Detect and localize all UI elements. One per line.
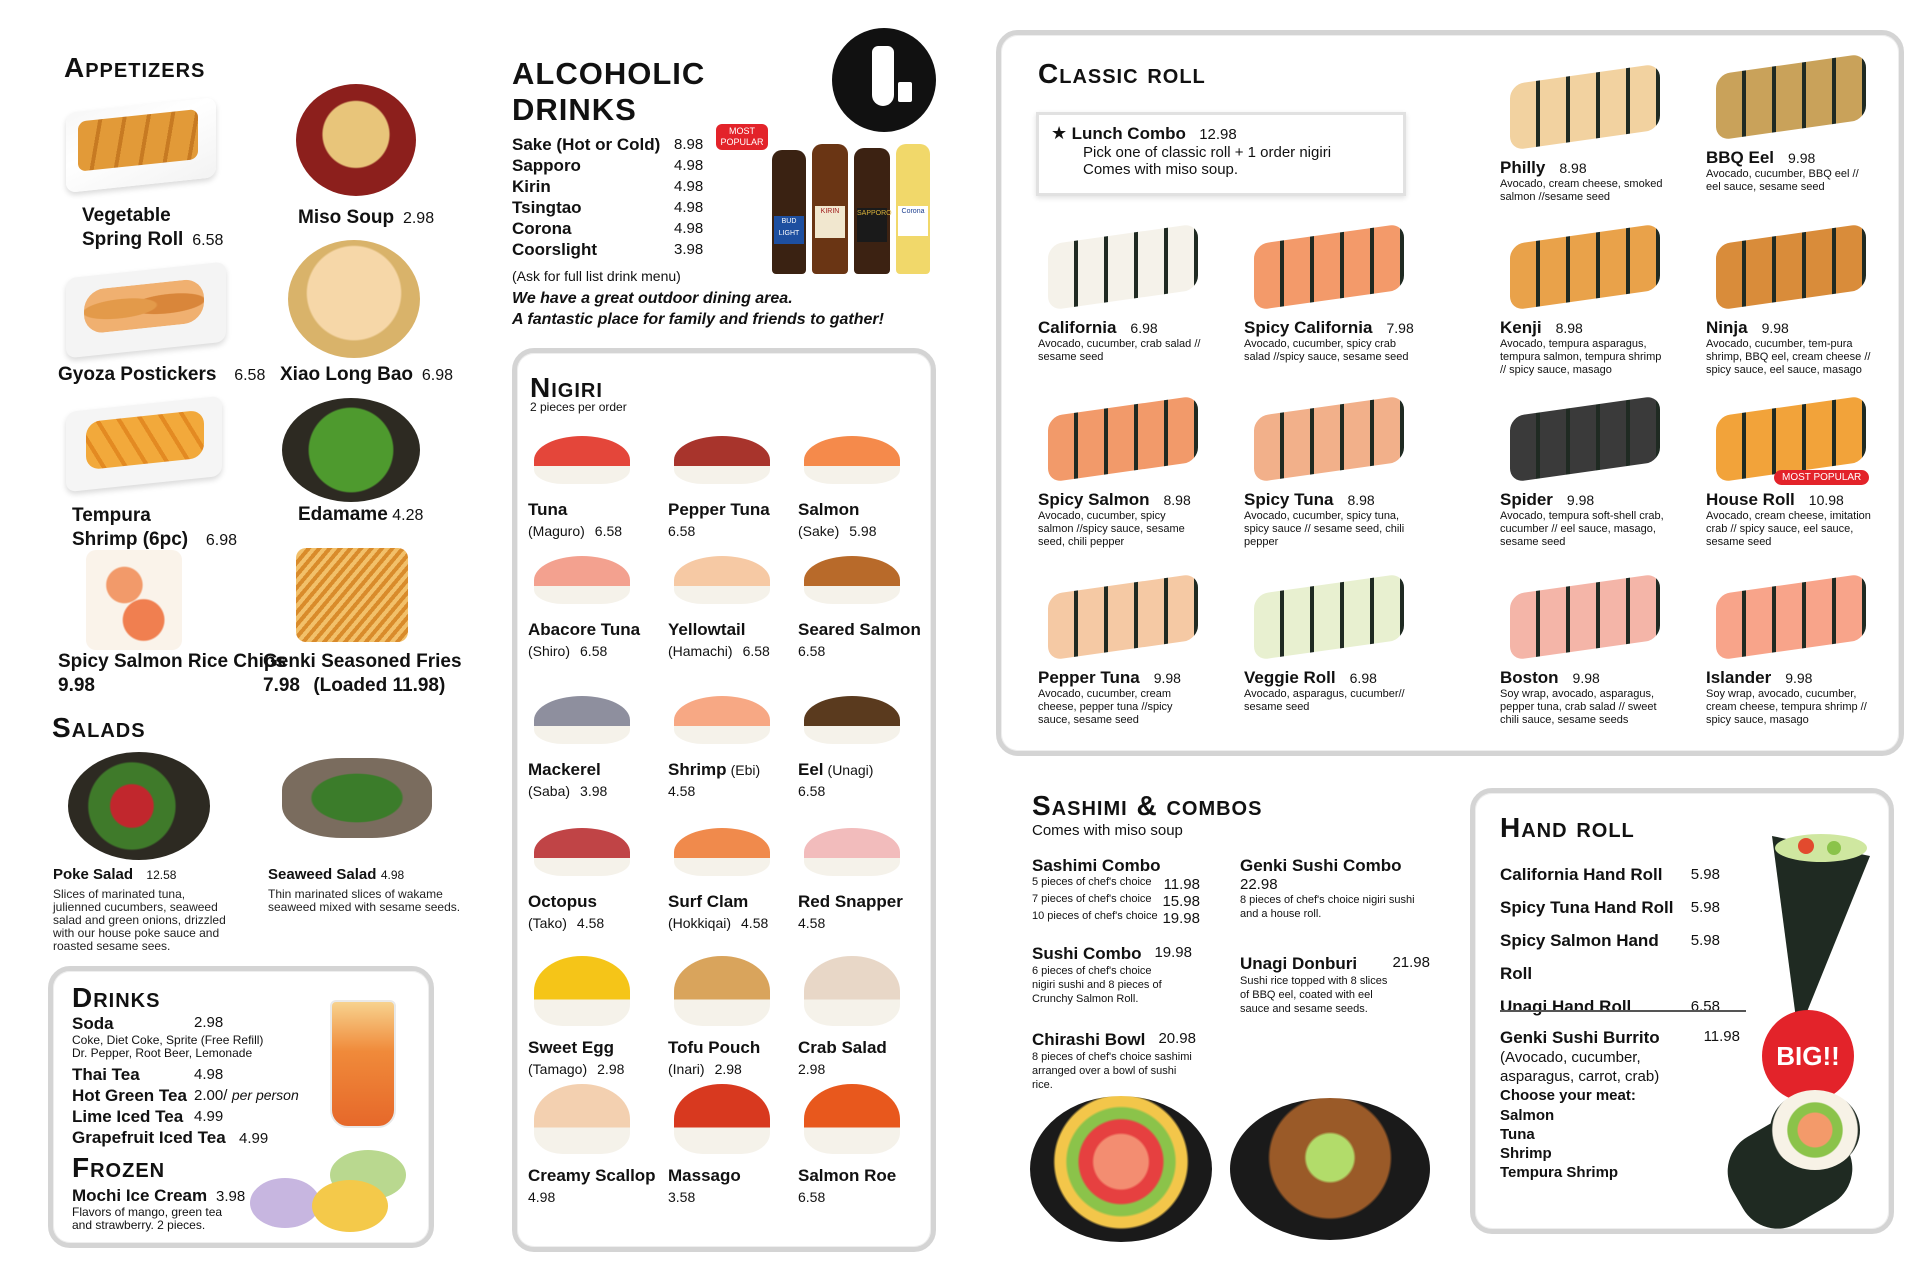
nigiri-item <box>528 892 604 933</box>
edamame-name: Edamame 4.28 <box>298 504 424 525</box>
roll-image <box>1510 223 1660 310</box>
poke-salad-image <box>68 752 210 860</box>
roll-name: Spicy Tuna <box>1244 490 1334 509</box>
roll-price: 7.98 <box>1386 320 1414 336</box>
nigiri-price: 4.58 <box>668 783 696 799</box>
roll-name: Kenji <box>1500 318 1542 337</box>
nigiri-price: 6.58 <box>798 1189 826 1205</box>
nigiri-item <box>528 620 640 661</box>
nigiri-price: 6.58 <box>668 523 696 539</box>
divider-line <box>1500 1010 1746 1012</box>
nigiri-image <box>534 828 630 876</box>
hand-roll-title: Hand roll <box>1500 812 1635 843</box>
roll-desc: Avocado, cucumber, crab salad // sesame seed <box>1038 338 1201 363</box>
roll-desc: Avocado, cucumber, spicy tuna, spicy sauce // sesame seed, chili pepper <box>1244 510 1405 548</box>
nigiri-price: 2.98 <box>798 1061 826 1077</box>
salads-title: Salads <box>52 712 146 743</box>
beer-bottles-image: BUD LIGHT KIRIN SAPPORO Corona <box>768 140 938 276</box>
nigiri-item <box>528 760 607 801</box>
nigiri-item <box>668 620 770 661</box>
roll-image <box>1716 53 1866 140</box>
nigiri-price: 4.58 <box>741 915 769 931</box>
nigiri-image <box>534 436 630 484</box>
unagi-donburi-image <box>1230 1098 1430 1240</box>
mochi-block: Mochi Ice Cream 3.98 Flavors of mango, green tea and strawberry. 2 pieces. <box>72 1186 246 1232</box>
nigiri-image <box>804 436 900 484</box>
roll-desc: Avocado, cucumber, spicy salmon //spicy sauce, sesame seed, chili pepper <box>1038 510 1185 548</box>
miso-soup-image <box>296 84 416 196</box>
roll-desc: Avocado, cucumber, BBQ eel // eel sauce, sesame seed <box>1706 168 1859 193</box>
roll-item <box>1706 490 1902 549</box>
lunch-combo-box: ★ Lunch Combo 12.98 Pick one of classic roll + 1 order nigiri Comes with miso soup. <box>1036 112 1406 196</box>
nigiri-image <box>534 1084 630 1154</box>
roll-item <box>1038 668 1234 727</box>
roll-price: 10.98 <box>1808 492 1844 508</box>
burrito-image <box>1730 1080 1880 1230</box>
roll-item <box>1706 668 1902 727</box>
nigiri-item <box>668 1166 741 1207</box>
nigiri-price: 3.58 <box>668 1189 696 1205</box>
roll-desc: Avocado, cucumber, spicy crab salad //spicy sauce, sesame seed <box>1244 338 1409 363</box>
roll-desc: Avocado, cream cheese, smoked salmon //sesame seed <box>1500 178 1663 203</box>
nigiri-price: 6.58 <box>594 523 623 539</box>
thai-tea-image <box>330 1000 396 1128</box>
nigiri-price: 4.98 <box>528 1189 556 1205</box>
nigiri-subname: (Tamago) <box>528 1061 588 1077</box>
alcohol-title: ALCOHOLIC DRINKS <box>512 56 706 127</box>
tempura-shrimp-image <box>66 396 222 492</box>
nigiri-name: Salmon Roe <box>798 1166 897 1185</box>
nigiri-subname: (Hamachi) <box>668 643 733 659</box>
roll-image <box>1254 395 1404 482</box>
nigiri-name: Sweet Egg <box>528 1038 614 1057</box>
spicy-salmon-rice-chips-image <box>86 550 182 650</box>
roll-image <box>1254 573 1404 660</box>
roll-item <box>1500 318 1696 377</box>
nigiri-subname: (Maguro) <box>528 523 585 539</box>
nigiri-name: Salmon <box>798 500 860 519</box>
edamame-image <box>282 398 420 502</box>
roll-image <box>1048 223 1198 310</box>
burrito-block: Genki Sushi Burrito 11.98 (Avocado, cucumber, asparagus, carrot, crab) Choose your meat: Salmon Tuna Shrimp Tempura Shrimp <box>1500 1028 1740 1181</box>
nigiri-image <box>534 556 630 604</box>
sushi-combo-block: Sushi Combo 19.98 6 pieces of chef's choice nigiri sushi and 8 pieces of Crunchy Salmon Roll. <box>1032 944 1192 1005</box>
nigiri-image <box>804 556 900 604</box>
roll-image <box>1254 223 1404 310</box>
xiao-long-bao-name: Xiao Long Bao 6.98 <box>280 364 454 385</box>
outdoor-dining-promo: We have a great outdoor dining area. A fantastic place for family and friends to gather! <box>512 290 884 328</box>
roll-desc: Soy wrap, avocado, asparagus, pepper tuna, crab salad // sweet chili sauce, sesame seeds <box>1500 688 1657 726</box>
nigiri-grid <box>528 428 928 1228</box>
nigiri-item <box>798 892 903 933</box>
roll-desc: Avocado, cucumber, tem-pura shrimp, BBQ eel, cream cheese // spicy sauce, eel sauce, masago <box>1706 338 1871 376</box>
nigiri-subname: (Unagi) <box>827 762 874 778</box>
nigiri-price: 4.58 <box>798 915 826 931</box>
nigiri-image <box>804 956 900 1026</box>
nigiri-item <box>798 1038 887 1079</box>
nigiri-name: Yellowtail <box>668 620 746 639</box>
roll-desc: Avocado, tempura soft-shell crab, cucumber // eel sauce, masago, sesame seed <box>1500 510 1664 548</box>
roll-name: Islander <box>1706 668 1772 687</box>
chirashi-bowl-image <box>1030 1096 1212 1242</box>
roll-price: 8.98 <box>1163 492 1191 508</box>
nigiri-image <box>674 956 770 1026</box>
nigiri-price: 4.58 <box>576 915 605 931</box>
roll-price: 9.98 <box>1785 670 1813 686</box>
nigiri-name: Creamy Scallop <box>528 1166 656 1185</box>
roll-desc: Avocado, asparagus, cucumber// sesame seed <box>1244 688 1405 713</box>
roll-price: 9.98 <box>1788 150 1816 166</box>
sashimi-subtitle: Comes with miso soup <box>1032 822 1183 839</box>
soda-block: Soda 2.98 Coke, Diet Coke, Sprite (Free Refill) Dr. Pepper, Root Beer, Lemonade <box>72 1014 264 1060</box>
genki-combo-block: Genki Sushi Combo 22.98 8 pieces of chef's choice nigiri sushi and a house roll. <box>1240 856 1415 920</box>
roll-image <box>1048 395 1198 482</box>
roll-name: House Roll <box>1706 490 1795 509</box>
nigiri-item <box>798 1166 896 1207</box>
sashimi-combo-block: Sashimi Combo 5 pieces of chef's choice 11.98 7 pieces of chef's choice 15.98 10 pieces of chef's choice 19.98 <box>1032 856 1200 927</box>
roll-price: 9.98 <box>1566 492 1595 508</box>
nigiri-name: Massago <box>668 1166 741 1185</box>
star-icon: ★ <box>1051 123 1068 143</box>
roll-item <box>1706 318 1902 377</box>
xiao-long-bao-image <box>288 240 420 358</box>
nigiri-price: 2.98 <box>714 1061 742 1077</box>
roll-price: 6.98 <box>1130 320 1158 336</box>
most-popular-badge: MOST POPULAR <box>1774 470 1869 485</box>
roll-image <box>1716 573 1866 660</box>
sashimi-title: Sashimi & combos <box>1032 790 1263 821</box>
nigiri-image <box>674 556 770 604</box>
rice-chips-name: Spicy Salmon Rice Chips 9.98 <box>58 651 287 696</box>
alcohol-list: Sake (Hot or Cold) 8.98 Sapporo 4.98 Kirin 4.98 Tsingtao 4.98 Corona 4.98 Coorslight 3.98 <box>512 135 704 259</box>
nigiri-image <box>674 1084 770 1154</box>
roll-name: Pepper Tuna <box>1038 668 1140 687</box>
chirashi-bowl-block: Chirashi Bowl 20.98 8 pieces of chef's choice sashimi arranged over a bowl of sushi rice. <box>1032 1030 1196 1091</box>
nigiri-price: 6.58 <box>742 643 770 659</box>
roll-name: Spicy Salmon <box>1038 490 1150 509</box>
nigiri-subname: (Ebi) <box>730 762 761 778</box>
roll-item <box>1244 490 1440 549</box>
nigiri-subname: (Hokkiqai) <box>668 915 732 931</box>
nigiri-image <box>674 436 770 484</box>
nigiri-subname: (Saba) <box>528 783 571 799</box>
nigiri-price: 5.98 <box>849 523 877 539</box>
nigiri-image <box>804 1084 900 1154</box>
nigiri-subtitle: 2 pieces per order <box>530 400 627 414</box>
nigiri-image <box>534 696 630 744</box>
roll-image <box>1510 63 1660 150</box>
roll-price: 6.98 <box>1349 670 1377 686</box>
fries-name: Genki Seasoned Fries 7.98 (Loaded 11.98) <box>263 651 462 696</box>
nigiri-name: Crab Salad <box>798 1038 887 1057</box>
roll-name: BBQ Eel <box>1706 148 1775 167</box>
roll-desc: Soy wrap, avocado, cucumber, cream cheese, tempura shrimp // spicy sauce, masago <box>1706 688 1867 726</box>
roll-price: 8.98 <box>1555 320 1583 336</box>
most-popular-badge: MOST POPULAR <box>716 124 768 150</box>
nigiri-name: Tofu Pouch <box>668 1038 761 1057</box>
nigiri-price: 6.58 <box>798 643 826 659</box>
roll-price: 8.98 <box>1559 160 1587 176</box>
roll-price: 9.98 <box>1572 670 1600 686</box>
appetizers-title: Appetizers <box>64 52 206 83</box>
roll-desc: Avocado, tempura asparagus, tempura salmon, tempura shrimp // spicy sauce, masago <box>1500 338 1662 376</box>
roll-price: 9.98 <box>1761 320 1789 336</box>
nigiri-subname: (Shiro) <box>528 643 571 659</box>
nigiri-item <box>668 1038 760 1079</box>
nigiri-item <box>798 500 876 541</box>
drink-menu-note: (Ask for full list drink menu) <box>512 268 681 284</box>
nigiri-name: Red Snapper <box>798 892 903 911</box>
nigiri-item <box>798 760 873 801</box>
spring-roll-image <box>66 97 216 193</box>
nigiri-name: Mackerel <box>528 760 601 779</box>
tempura-shrimp-name: Tempura Shrimp (6pc) 6.98 <box>72 505 238 550</box>
nigiri-image <box>534 956 630 1026</box>
roll-image <box>1510 395 1660 482</box>
nigiri-name: Pepper Tuna <box>668 500 770 519</box>
sake-image <box>832 28 936 132</box>
roll-item <box>1500 158 1696 204</box>
fries-image <box>296 548 408 642</box>
roll-item <box>1500 668 1696 727</box>
roll-item <box>1244 318 1440 364</box>
classic-roll-title: Classic roll <box>1038 58 1206 89</box>
nigiri-image <box>804 828 900 876</box>
nigiri-name: Tuna <box>528 500 568 519</box>
miso-soup-name: Miso Soup 2.98 <box>298 207 435 228</box>
seaweed-salad-image <box>282 758 432 838</box>
nigiri-name: Seared Salmon <box>798 620 921 639</box>
nigiri-name: Shrimp <box>668 760 727 779</box>
poke-salad-block: Poke Salad 12.58 Slices of marinated tuna, julienned cucumbers, seaweed salad and green onions, drizzled with our house poke sauce and roasted sesame sees. <box>53 866 226 953</box>
drinks-title: Drinks <box>72 982 161 1013</box>
nigiri-item <box>668 892 768 933</box>
roll-item <box>1244 668 1440 714</box>
nigiri-subname: (Inari) <box>668 1061 705 1077</box>
roll-item <box>1038 490 1234 549</box>
nigiri-item <box>528 1038 624 1079</box>
nigiri-price: 6.58 <box>580 643 608 659</box>
drinks-list: Thai Tea 4.98 Hot Green Tea 2.00/ per person Lime Iced Tea 4.99 Grapefruit Iced Tea 4.99 <box>72 1065 299 1147</box>
nigiri-image <box>804 696 900 744</box>
nigiri-image <box>674 696 770 744</box>
roll-image <box>1716 223 1866 310</box>
big-badge: BIG!! <box>1762 1010 1854 1102</box>
roll-item <box>1500 490 1696 549</box>
hand-roll-list: California Hand Roll 5.98 Spicy Tuna Hand Roll 5.98 Spicy Salmon Hand Roll 5.98 Unagi Hand Roll 6.58 <box>1500 865 1720 1016</box>
nigiri-name: Eel <box>798 760 824 779</box>
roll-name: Boston <box>1500 668 1559 687</box>
seaweed-salad-block: Seaweed Salad 4.98 Thin marinated slices of wakame seaweed mixed with sesame seeds. <box>268 866 461 914</box>
nigiri-name: Octopus <box>528 892 597 911</box>
roll-name: Spider <box>1500 490 1553 509</box>
nigiri-item <box>668 760 760 801</box>
nigiri-image <box>674 828 770 876</box>
gyoza-name: Gyoza Postickers 6.58 <box>58 364 266 385</box>
roll-price: 9.98 <box>1153 670 1181 686</box>
roll-name: California <box>1038 318 1117 337</box>
nigiri-name: Abacore Tuna <box>528 620 641 639</box>
roll-item <box>1038 318 1234 364</box>
roll-name: Spicy California <box>1244 318 1373 337</box>
hand-roll-image <box>1764 826 1874 1036</box>
roll-desc: Avocado, cream cheese, imitation crab // spicy sauce, eel sauce, sesame seed <box>1706 510 1871 548</box>
mochi-image <box>250 1150 410 1230</box>
nigiri-title: Nigiri <box>530 372 603 403</box>
nigiri-subname: (Tako) <box>528 915 567 931</box>
nigiri-price: 3.98 <box>580 783 608 799</box>
unagi-donburi-block: Unagi Donburi 21.98 Sushi rice topped with 8 slices of BBQ eel, coated with eel sauce and sesame seeds. <box>1240 954 1430 1015</box>
spring-roll-name: Vegetable Spring Roll 6.58 <box>82 205 224 250</box>
roll-desc: Avocado, cucumber, cream cheese, pepper tuna //spicy sauce, sesame seed <box>1038 688 1173 726</box>
frozen-title: Frozen <box>72 1152 166 1183</box>
roll-image <box>1048 573 1198 660</box>
roll-name: Veggie Roll <box>1244 668 1336 687</box>
roll-name: Philly <box>1500 158 1546 177</box>
nigiri-item <box>798 620 921 661</box>
nigiri-price: 2.98 <box>597 1061 625 1077</box>
nigiri-item <box>528 500 622 541</box>
classic-roll-grid <box>1030 40 1890 740</box>
nigiri-item <box>528 1166 656 1207</box>
gyoza-image <box>66 262 226 359</box>
nigiri-subname: (Sake) <box>798 523 840 539</box>
nigiri-name: Surf Clam <box>668 892 749 911</box>
roll-name: Ninja <box>1706 318 1748 337</box>
nigiri-price: 6.58 <box>798 783 826 799</box>
roll-item <box>1706 148 1902 194</box>
roll-image <box>1510 573 1660 660</box>
nigiri-item <box>668 500 770 541</box>
roll-price: 8.98 <box>1347 492 1375 508</box>
